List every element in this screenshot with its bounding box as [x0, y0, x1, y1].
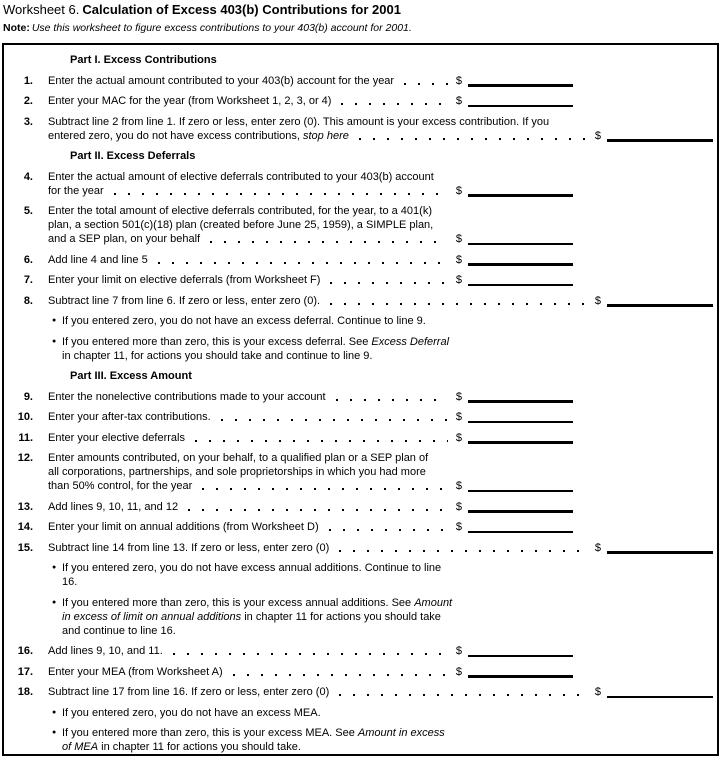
line-item-13	[16, 500, 717, 514]
text-segment: Enter the actual amount contributed to your 403(b) account for the year	[48, 74, 395, 87]
text-line	[48, 232, 573, 246]
amount-entry-line-17[interactable]	[468, 675, 573, 678]
line-number: 8.	[23, 294, 33, 307]
amount-entry-line-11[interactable]	[468, 441, 573, 444]
line-number: 7.	[23, 274, 33, 286]
worksheet-box	[2, 43, 719, 756]
dot-leader	[330, 303, 587, 305]
text-line	[48, 479, 573, 493]
text-segment: Excess Deferral	[371, 335, 450, 348]
row-body	[48, 115, 717, 143]
bullet-note	[52, 726, 717, 754]
text-segment: stop here	[303, 129, 349, 142]
text-line	[48, 184, 573, 198]
text-line	[48, 74, 573, 88]
text-segment: in chapter 11, for actions you should take and continue to line 9.	[62, 349, 373, 362]
text-line	[48, 520, 573, 534]
text-segment: entered zero, you do not have excess contributions,	[48, 129, 303, 142]
dot-leader	[173, 653, 448, 655]
line-number: 5.	[23, 205, 33, 217]
text-segment: If you entered more than zero, this is your excess MEA. See	[62, 727, 358, 739]
text-segment: Enter your after-tax contributions.	[48, 411, 211, 423]
text-segment: Add line 4 and line 5	[48, 253, 148, 266]
dot-leader	[336, 399, 448, 401]
bullet-icon: ●	[52, 337, 57, 345]
line-text	[48, 644, 163, 658]
line-item-7	[16, 273, 717, 287]
dot-leader	[188, 509, 448, 511]
line-text	[48, 541, 329, 555]
line-text	[48, 479, 192, 493]
line-number: 14.	[17, 521, 33, 533]
amount-entry-line-16[interactable]	[468, 655, 573, 658]
dollar-sign: $	[455, 74, 462, 87]
dollar-sign: $	[455, 95, 462, 107]
row-body	[48, 204, 717, 246]
text-line	[48, 294, 713, 308]
line-number: 16.	[17, 645, 33, 657]
page-title	[3, 3, 721, 17]
text-line	[48, 644, 573, 658]
amount-entry-line-9[interactable]	[468, 400, 573, 403]
line-item-12	[16, 451, 717, 493]
worksheet-note	[3, 22, 721, 34]
amount-entry-line-6[interactable]	[468, 263, 573, 266]
text-segment: of MEA	[62, 741, 99, 753]
bullet-note	[52, 706, 717, 720]
row-body	[48, 685, 717, 699]
row-body	[48, 74, 717, 88]
text-segment: Enter your MAC for the year (from Worksheet 1, 2, 3, or 4)	[48, 95, 332, 107]
line-item-9	[16, 390, 717, 404]
line-item-2	[16, 94, 717, 108]
amount-entry-line-10[interactable]	[468, 421, 573, 424]
amount-entry-line-7[interactable]	[468, 284, 573, 287]
line-number: 13.	[17, 500, 33, 513]
row-body	[48, 170, 717, 198]
amount-entry-line-8[interactable]	[607, 304, 713, 307]
line-item-3	[16, 115, 717, 143]
dot-leader	[202, 488, 448, 490]
line-item-5	[16, 204, 717, 246]
text-segment: all corporations, partnerships, and sole proprietorships in which you had more	[48, 466, 426, 478]
text-line	[48, 465, 717, 479]
text-line	[48, 665, 573, 679]
line-text	[48, 184, 104, 198]
line-item-8	[16, 294, 717, 308]
line-number: 6.	[23, 253, 33, 266]
line-number: 1.	[23, 74, 33, 87]
bullet-note	[52, 335, 717, 363]
row-body	[62, 726, 717, 754]
part-heading: Part I. Excess Contributions	[70, 54, 217, 66]
part-heading: Part III. Excess Amount	[70, 370, 192, 382]
dollar-sign: $	[455, 431, 462, 444]
amount-entry-line-18[interactable]	[607, 696, 713, 699]
text-segment: and a SEP plan, on your behalf	[48, 233, 201, 245]
line-text	[48, 431, 185, 445]
line-text	[48, 74, 394, 88]
text-line	[62, 740, 717, 754]
note-text: Use this worksheet to figure excess contributions to your 403(b) account for 2001.	[31, 22, 412, 34]
row-body	[48, 665, 717, 679]
dot-leader	[158, 262, 448, 264]
line-item-14	[16, 520, 717, 534]
text-segment: Enter your limit on elective deferrals (from Worksheet F)	[48, 274, 321, 286]
line-number: 10.	[17, 411, 33, 423]
line-text	[48, 390, 326, 404]
amount-entry-line-14[interactable]	[468, 531, 573, 534]
dollar-sign: $	[455, 411, 462, 423]
text-segment: Enter the nonelective contributions made to your account	[48, 390, 326, 403]
text-segment: Subtract line 14 from line 13. If zero or less, enter zero (0)	[48, 541, 330, 554]
dot-leader	[195, 440, 448, 442]
row-body	[48, 520, 717, 534]
line-number: 9.	[23, 390, 33, 403]
line-text	[48, 500, 178, 514]
text-line	[62, 335, 717, 349]
text-line	[48, 390, 573, 404]
line-text	[48, 129, 349, 143]
dollar-sign: $	[455, 274, 462, 286]
text-segment: If you entered zero, you do not have an excess MEA.	[62, 706, 321, 719]
row-body	[48, 451, 717, 493]
dot-leader	[221, 419, 448, 421]
amount-entry-line-4[interactable]	[468, 194, 573, 197]
dollar-sign: $	[455, 521, 462, 533]
text-line	[48, 129, 713, 143]
amount-entry-line-1[interactable]	[468, 84, 573, 87]
bullet-icon: ●	[52, 598, 57, 606]
row-body	[62, 596, 717, 638]
dollar-sign: $	[594, 541, 601, 554]
bullet-icon: ●	[52, 708, 57, 716]
text-segment: 16.	[62, 576, 78, 588]
text-line	[62, 575, 717, 589]
worksheet-number-label: Worksheet 6.	[3, 2, 80, 17]
text-line	[62, 624, 717, 638]
dollar-sign: $	[455, 645, 462, 657]
row-body	[48, 253, 717, 267]
amount-entry-line-13[interactable]	[468, 510, 573, 513]
dollar-sign: $	[455, 184, 462, 197]
line-number: 3.	[23, 115, 33, 128]
text-segment: Enter your limit on annual additions (from Worksheet D)	[48, 521, 319, 533]
text-segment: plan, a section 501(c)(18) plan (created before June 25, 1959), a SIMPLE plan,	[48, 219, 434, 231]
text-segment: If you entered zero, you do not have excess annual additions. Continue to line	[62, 562, 442, 574]
text-line	[48, 253, 573, 267]
row-body	[48, 431, 717, 445]
text-segment: Amount in excess	[357, 727, 445, 739]
bullet-icon: ●	[52, 564, 57, 571]
text-segment: Add lines 9, 10, and 11.	[48, 645, 163, 657]
amount-entry-line-5[interactable]	[468, 243, 573, 246]
row-body	[62, 561, 717, 589]
amount-entry-line-2[interactable]	[468, 105, 573, 108]
row-body	[62, 314, 717, 328]
dollar-sign: $	[455, 665, 462, 678]
text-line	[48, 451, 717, 465]
text-line	[62, 610, 717, 624]
line-item-16	[16, 644, 717, 658]
text-segment: Enter the total amount of elective deferrals contributed, for the year, to a 401(k)	[48, 205, 432, 217]
dollar-sign: $	[594, 294, 601, 307]
dollar-sign: $	[455, 500, 462, 513]
line-text	[48, 665, 223, 679]
amount-entry-line-15[interactable]	[607, 551, 713, 554]
amount-entry-line-12[interactable]	[468, 490, 573, 493]
line-item-10	[16, 410, 717, 424]
text-line	[62, 314, 717, 328]
text-segment: than 50% control, for the year	[48, 480, 193, 492]
text-segment: Subtract line 17 from line 16. If zero or less, enter zero (0)	[48, 686, 330, 698]
text-line	[48, 410, 573, 424]
text-line	[48, 115, 717, 129]
line-number: 4.	[23, 170, 33, 183]
text-segment: in chapter 11 for actions you should take	[241, 610, 441, 623]
line-number: 15.	[17, 541, 33, 554]
text-line	[62, 726, 717, 740]
line-item-17	[16, 665, 717, 679]
dollar-sign: $	[594, 129, 601, 142]
dot-leader	[404, 83, 448, 85]
text-line	[48, 94, 573, 108]
line-text	[48, 232, 200, 246]
amount-entry-line-3[interactable]	[607, 139, 713, 142]
line-item-6	[16, 253, 717, 267]
bullet-icon: ●	[52, 729, 57, 736]
dot-leader	[114, 193, 448, 195]
text-segment: in excess of limit on annual additions	[62, 610, 242, 623]
bullet-note	[52, 314, 717, 328]
text-line	[48, 218, 717, 232]
line-number: 18.	[17, 686, 33, 698]
line-item-4	[16, 170, 717, 198]
text-segment: Enter the actual amount of elective deferrals contributed to your 403(b) account	[48, 170, 434, 183]
text-line	[48, 431, 573, 445]
bullet-note	[52, 596, 717, 638]
text-line	[62, 596, 717, 610]
line-text	[48, 410, 211, 424]
text-segment: If you entered zero, you do not have an excess deferral. Continue to line 9.	[62, 315, 426, 327]
text-line	[48, 541, 713, 555]
row-body	[48, 294, 717, 308]
bullet-note	[52, 561, 717, 589]
text-segment: Subtract line 7 from line 6. If zero or less, enter zero (0).	[48, 294, 321, 307]
row-body	[48, 541, 717, 555]
worksheet-page	[0, 3, 721, 756]
text-segment: and continue to line 16.	[62, 624, 176, 637]
text-segment: in chapter 11 for actions you should take.	[98, 741, 301, 753]
dollar-sign: $	[455, 480, 462, 492]
row-body	[48, 94, 717, 108]
text-line	[48, 170, 717, 184]
dot-leader	[359, 138, 587, 140]
line-item-15	[16, 541, 717, 555]
dot-leader	[330, 282, 447, 284]
dot-leader	[341, 103, 447, 105]
row-body	[48, 410, 717, 424]
bullet-icon: ●	[52, 317, 57, 324]
line-number: 12.	[17, 452, 33, 464]
line-text	[48, 294, 320, 308]
line-item-11	[16, 431, 717, 445]
text-segment: Add lines 9, 10, 11, and 12	[48, 500, 179, 513]
text-segment: If you entered more than zero, this is your excess annual additions. See	[62, 596, 415, 609]
line-text	[48, 94, 331, 108]
dollar-sign: $	[594, 686, 601, 698]
line-text	[48, 520, 319, 534]
text-line	[62, 706, 717, 720]
text-line	[62, 561, 717, 575]
text-line	[48, 204, 717, 218]
row-body	[48, 500, 717, 514]
dot-leader	[339, 694, 587, 696]
text-segment: Enter your MEA (from Worksheet A)	[48, 665, 223, 678]
dot-leader	[210, 241, 448, 243]
text-segment: Enter amounts contributed, on your behalf, to a qualified plan or a SEP plan of	[48, 452, 429, 464]
row-body	[48, 390, 717, 404]
dollar-sign: $	[455, 390, 462, 403]
row-body	[62, 706, 717, 720]
text-segment: Amount	[414, 596, 453, 609]
line-text	[48, 273, 320, 287]
text-segment: If you entered more than zero, this is your excess deferral. See	[62, 335, 372, 348]
note-label: Note:	[3, 22, 30, 34]
line-number: 2.	[23, 95, 33, 107]
part-heading: Part II. Excess Deferrals	[70, 150, 196, 162]
row-body	[48, 273, 717, 287]
text-segment: for the year	[48, 184, 104, 197]
text-line	[62, 349, 717, 363]
worksheet-title-text: Calculation of Excess 403(b) Contributions for 2001	[82, 2, 401, 17]
line-text	[48, 253, 148, 267]
dollar-sign: $	[455, 233, 462, 245]
row-body	[48, 644, 717, 658]
line-item-18	[16, 685, 717, 699]
text-line	[48, 500, 573, 514]
dot-leader	[339, 550, 587, 552]
text-segment: Subtract line 2 from line 1. If zero or less, enter zero (0). This amount is your excess contribution. If you	[48, 115, 550, 128]
line-item-1	[16, 74, 717, 88]
dot-leader	[233, 674, 448, 676]
text-segment: Enter your elective deferrals	[48, 431, 185, 444]
text-line	[48, 273, 573, 287]
row-body	[62, 335, 717, 363]
line-number: 17.	[17, 665, 33, 678]
dollar-sign: $	[455, 253, 462, 266]
line-text	[48, 685, 329, 699]
dot-leader	[329, 529, 448, 531]
text-line	[48, 685, 713, 699]
line-number: 11.	[18, 431, 33, 444]
